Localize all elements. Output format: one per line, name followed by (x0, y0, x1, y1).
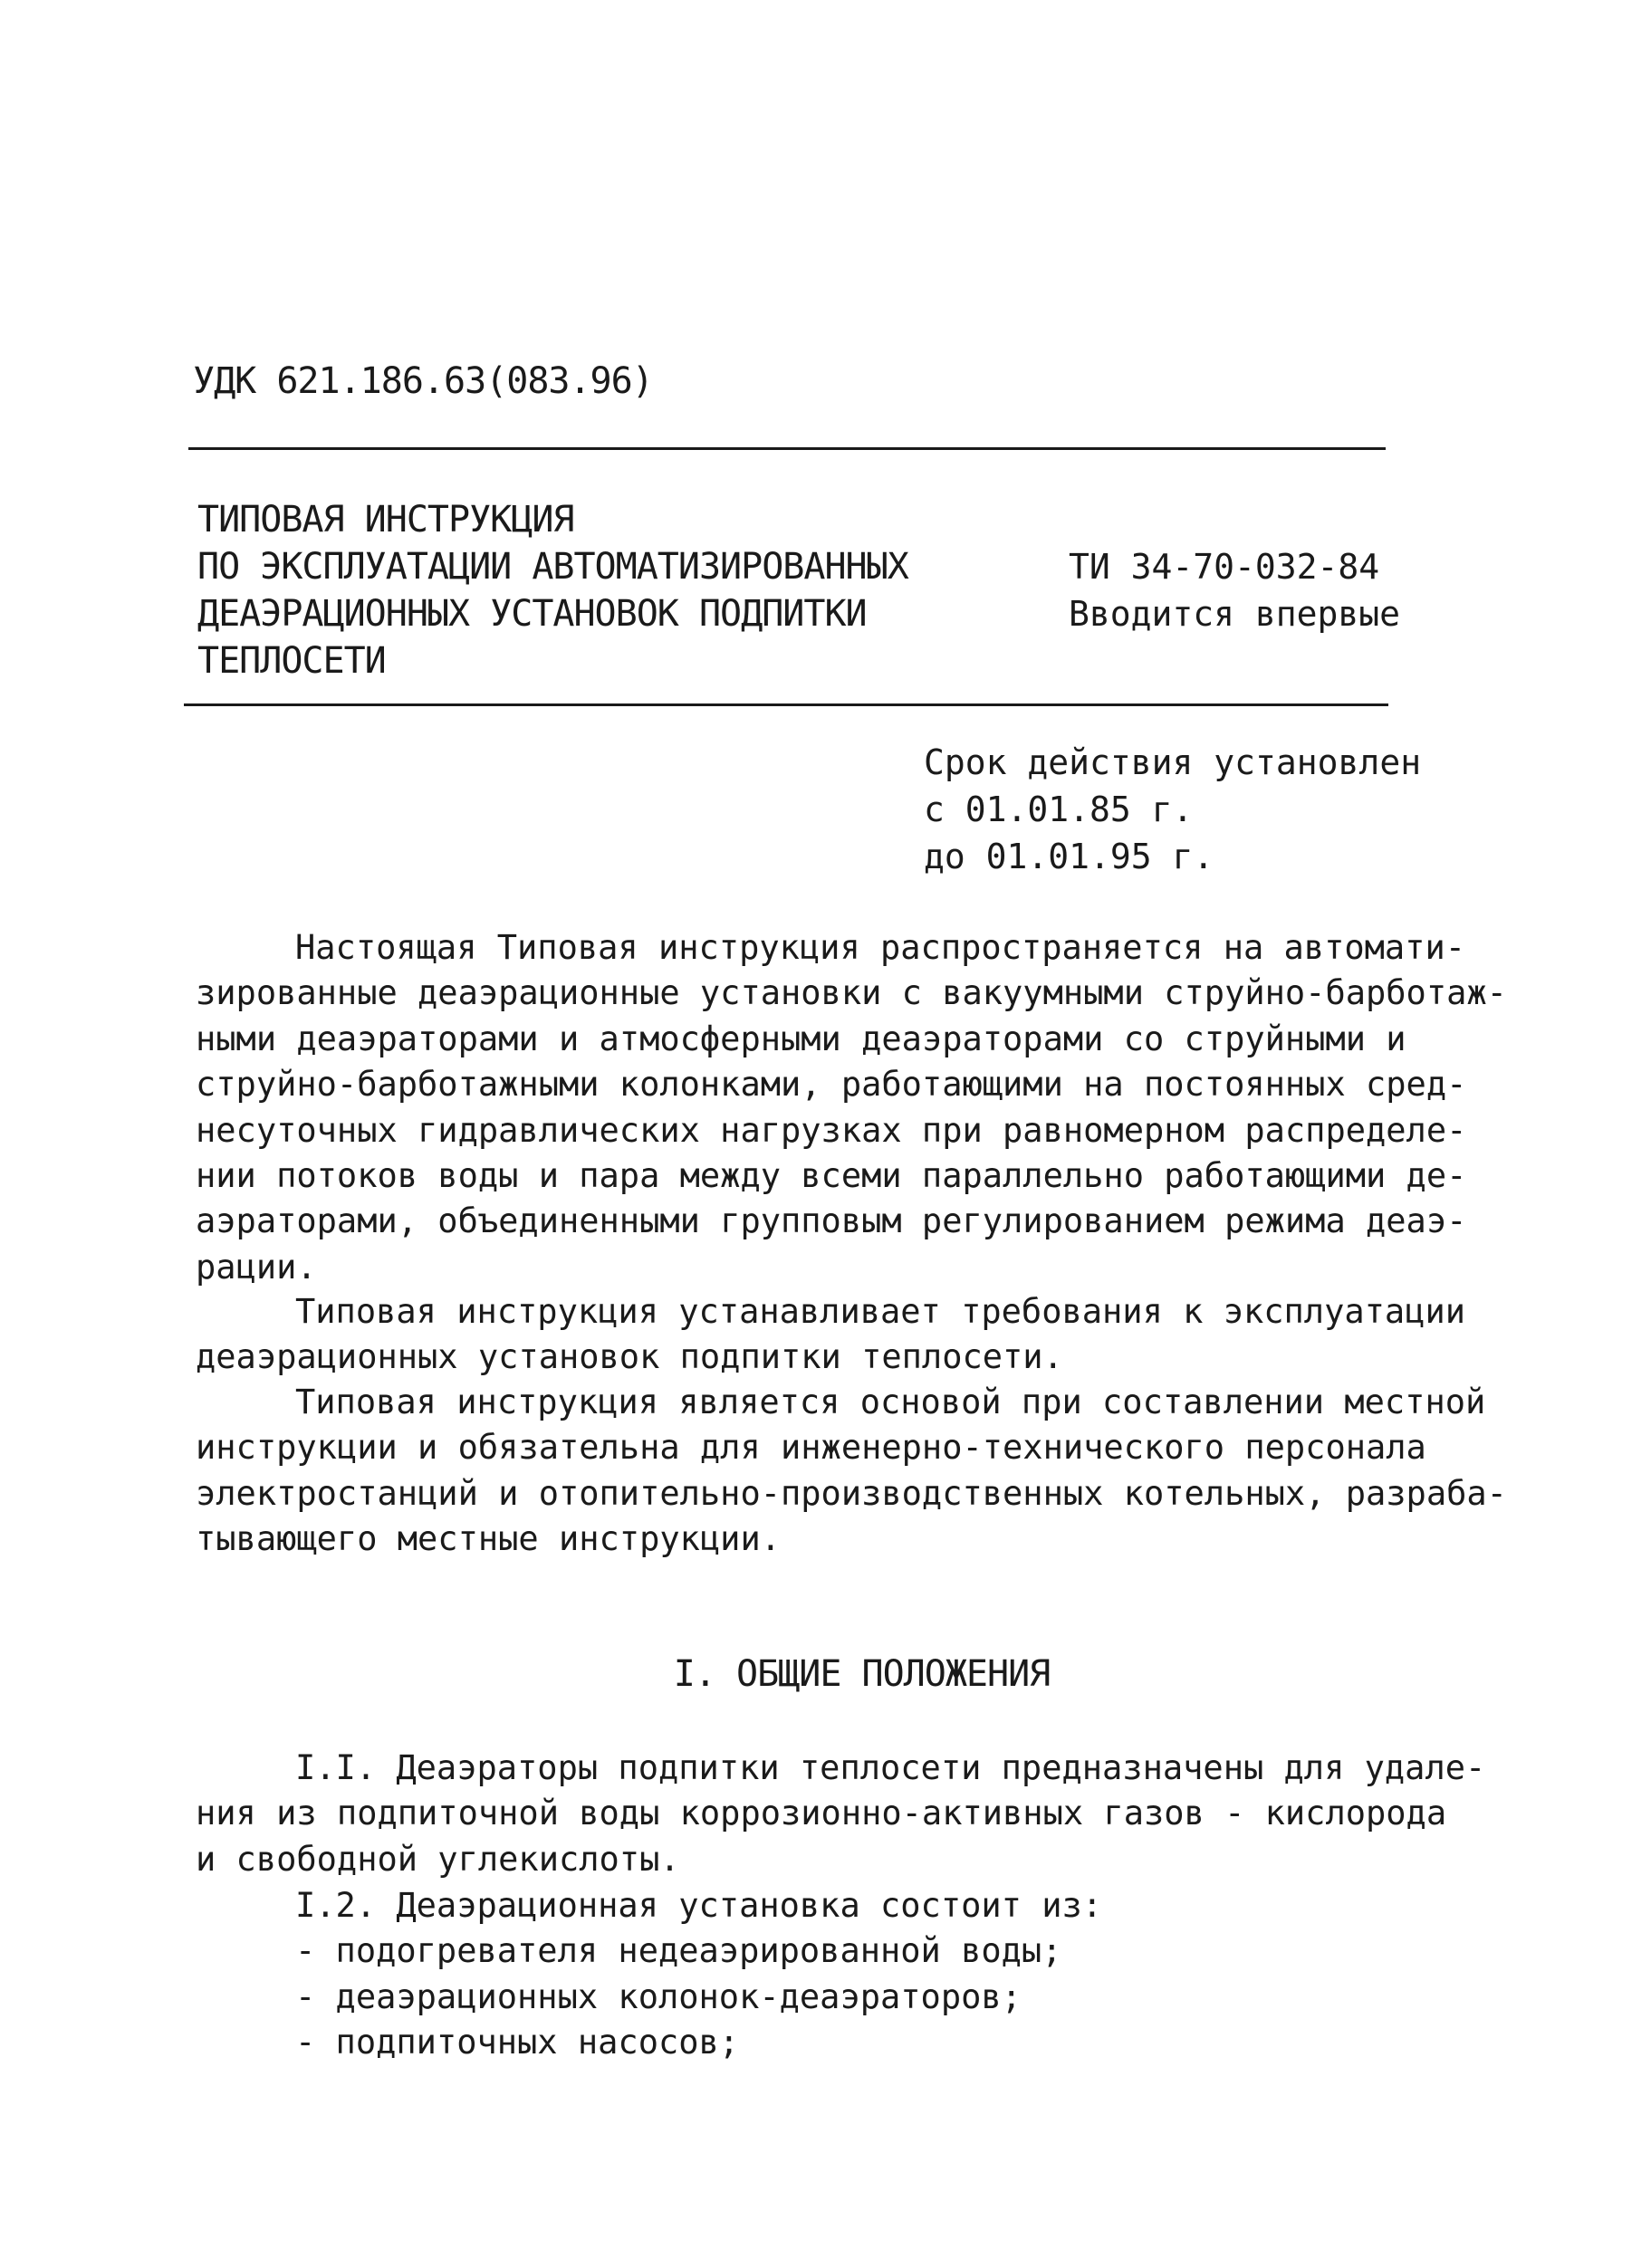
text-line: струйно-барботажными колонками, работающими на постоянных сред- (196, 1065, 1467, 1105)
title-line: ПО ЭКСПЛУАТАЦИИ АВТОМАТИЗИРОВАННЫХ (197, 546, 908, 588)
text-line: рации. (196, 1247, 317, 1287)
text-line: I.2. Деаэрационная установка состоит из: (295, 1886, 1103, 1925)
bottom-rule (184, 703, 1388, 706)
validity-line: с 01.01.85 г. (924, 789, 1194, 829)
intro-paragraph (196, 925, 1507, 1290)
text-line: инструкции и обязательна для инженерно-технического персонала (196, 1428, 1426, 1468)
title-line: ТЕПЛОСЕТИ (197, 640, 386, 682)
section-heading: I. ОБЩИЕ ПОЛОЖЕНИЯ (673, 1653, 1051, 1695)
document-code-block (1069, 543, 1400, 637)
basis-paragraph (196, 1380, 1507, 1563)
text-line: аэраторами, объединенными групповым регулированием режима деаэ- (196, 1201, 1467, 1241)
title-line: ДЕАЭРАЦИОННЫХ УСТАНОВОК ПОДПИТКИ (197, 593, 867, 635)
text-line: Типовая инструкция устанавливает требования к эксплуатации (295, 1292, 1466, 1331)
udc-code: УДК 621.186.63(083.96) (193, 360, 653, 402)
text-line: I.I. Деаэраторы подпитки теплосети предназначены для удале- (295, 1748, 1486, 1787)
text-line: ными деаэраторами и атмосферными деаэраторами со струйными и (196, 1019, 1406, 1058)
text-line: деаэрационных установок подпитки теплосети. (196, 1337, 1063, 1377)
list-item: - деаэрационных колонок-деаэраторов; (295, 1976, 1022, 2016)
document-title (197, 496, 908, 684)
clause-1-2 (196, 1883, 1427, 2066)
validity-period (924, 739, 1421, 880)
text-line: нии потоков воды и пара между всеми параллельно работающими де- (196, 1156, 1467, 1196)
text-line: Типовая инструкция является основой при составлении местной (295, 1383, 1486, 1421)
text-line: несуточных гидравлических нагрузках при равномерном распределе- (196, 1110, 1467, 1150)
text-line: зированные деаэрационные установки с вакуумными струйно-барботаж- (196, 973, 1507, 1013)
top-rule (188, 447, 1386, 450)
title-line: ТИПОВАЯ ИНСТРУКЦИЯ (197, 499, 574, 541)
text-line: Настоящая Типовая инструкция распространяется на автомати- (295, 928, 1466, 967)
document-code: ТИ 34-70-032-84 (1069, 547, 1380, 587)
list-item: - подогревателя недеаэрированной воды; (295, 1931, 1062, 1971)
clause-1-1 (196, 1746, 1486, 1882)
text-line: и свободной углекислоты. (196, 1839, 680, 1879)
validity-line: Срок действия установлен (924, 742, 1422, 782)
list-item: - подпиточных насосов; (295, 2023, 740, 2062)
validity-line: до 01.01.95 г. (924, 837, 1214, 876)
text-line: электростанций и отопительно-производственных котельных, разраба- (196, 1473, 1507, 1513)
requirements-paragraph (196, 1289, 1466, 1381)
document-status: Вводится впервые (1069, 594, 1401, 634)
text-line: тывающего местные инструкции. (196, 1519, 782, 1559)
text-line: ния из подпиточной воды коррозионно-активных газов - кислорода (196, 1794, 1447, 1833)
